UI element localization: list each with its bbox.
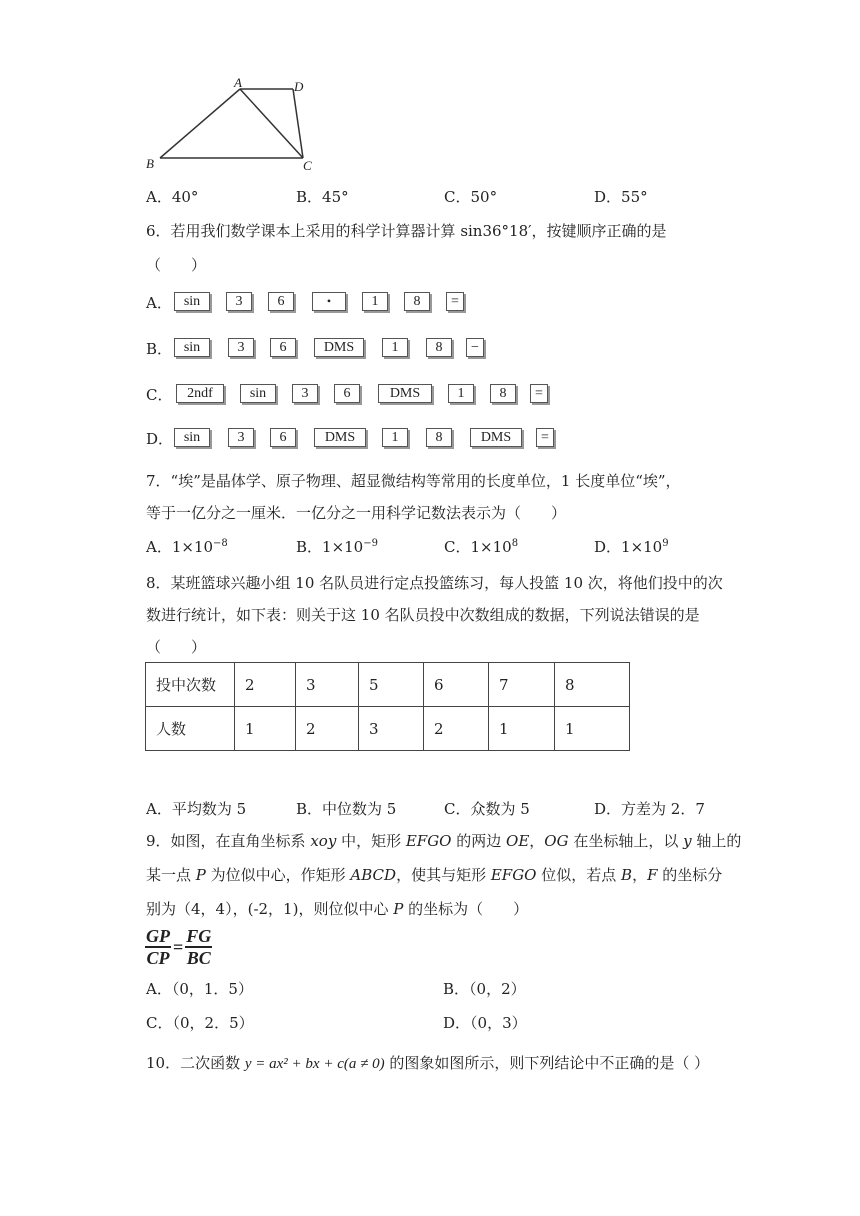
q9-text: ，	[529, 832, 545, 850]
table-cell: 5	[359, 663, 424, 707]
q7-option-d-exp: 9	[662, 538, 669, 549]
q7-option-b-exp: −9	[363, 538, 378, 549]
q10-text-pre: 10．二次函数	[146, 1054, 245, 1072]
q9-text: 轴上的	[691, 832, 742, 850]
q9-option-c: C．（0，2．5）	[146, 1014, 254, 1032]
q10-stem	[146, 1052, 709, 1073]
q8-option-a: A．平均数为 5	[146, 800, 247, 818]
q9-fraction-denominator: CP	[146, 948, 170, 968]
q9-fraction-numerator: GP	[146, 926, 170, 946]
q9-option-b: B．（0，2）	[443, 980, 526, 998]
q6-c-key-3: 3	[292, 384, 318, 403]
q6-stem-line2: （ ）	[146, 256, 207, 274]
q8-stats-table	[145, 662, 630, 751]
q9-fraction-left	[145, 926, 171, 968]
q7-option-b	[296, 536, 378, 557]
q5-option-a: A．40°	[146, 188, 199, 206]
q10-formula: y = ax² + bx + c(a ≠ 0)	[244, 1056, 385, 1072]
q9-var: OE	[506, 832, 530, 850]
q5-option-b: B．45°	[296, 188, 349, 206]
q9-text: 在坐标轴上，以	[568, 832, 684, 850]
q6-option-b-label: B．	[146, 340, 173, 358]
table-cell: 2	[424, 707, 489, 751]
table-cell: 投中次数	[146, 663, 235, 707]
q7-option-b-label: B．	[296, 538, 323, 556]
q9-var: y	[683, 832, 692, 850]
q9-text: 某一点	[146, 866, 196, 884]
table-cell: 2	[235, 663, 296, 707]
q9-fraction-denominator: BC	[186, 948, 211, 968]
q9-fraction-right	[185, 926, 212, 968]
table-row	[146, 707, 630, 751]
q7-option-d-label: D．	[594, 538, 622, 556]
table-cell: 3	[296, 663, 359, 707]
q6-d-key-dms-2: DMS	[470, 428, 522, 447]
q9-text: ，使其与矩形	[396, 866, 491, 884]
q9-text: ，	[632, 866, 648, 884]
q6-d-key-dms: DMS	[314, 428, 366, 447]
q7-option-a-base: 1×10	[171, 538, 214, 556]
q6-option-c-label: C．	[146, 386, 173, 404]
q8-option-c: C．众数为 5	[444, 800, 530, 818]
q9-var: P	[393, 900, 404, 918]
q6-b-key-3: 3	[228, 338, 254, 357]
q9-var: OG	[544, 832, 569, 850]
q6-a-key-1: 1	[362, 292, 388, 311]
q9-text: 的坐标分	[657, 866, 723, 884]
q6-option-d-label: D．	[146, 430, 174, 448]
q7-option-d	[594, 536, 669, 557]
q7-option-a-exp: −8	[213, 538, 228, 549]
q9-var: B	[621, 866, 633, 884]
q9-text: 位似，若点	[536, 866, 622, 884]
q8-stem-line3: （ ）	[146, 638, 207, 656]
table-cell: 6	[424, 663, 489, 707]
table-cell: 1	[235, 707, 296, 751]
q6-b-key-8: 8	[426, 338, 452, 357]
q6-a-key-sin: sin	[174, 292, 210, 311]
table-cell: 2	[296, 707, 359, 751]
q9-fraction-equals: =	[173, 936, 184, 957]
q7-option-c-label: C．	[444, 538, 471, 556]
q8-option-b: B．中位数为 5	[296, 800, 397, 818]
q9-text: 别为（4，4），(-2，1)，则位似中心	[146, 900, 394, 918]
q6-c-key-8: 8	[490, 384, 516, 403]
q6-c-key-2ndf: 2ndf	[176, 384, 224, 403]
q6-d-key-8: 8	[426, 428, 452, 447]
q6-b-key-dms: DMS	[314, 338, 364, 357]
q6-b-key-sin: sin	[174, 338, 210, 357]
q9-option-a: A．（0，1．5）	[146, 980, 253, 998]
q6-a-key-6: 6	[268, 292, 294, 311]
q6-c-key-6: 6	[334, 384, 360, 403]
q9-text: 中，矩形	[336, 832, 406, 850]
q5-option-d: D．55°	[594, 188, 648, 206]
table-cell: 8	[555, 663, 630, 707]
table-cell: 1	[555, 707, 630, 751]
q6-b-key-minus: −	[466, 338, 484, 357]
q7-option-a-label: A．	[146, 538, 172, 556]
table-cell: 3	[359, 707, 424, 751]
q6-d-key-equals: =	[536, 428, 554, 447]
q7-option-b-base: 1×10	[322, 538, 364, 556]
table-cell: 1	[489, 707, 555, 751]
q9-text: 的两边	[451, 832, 507, 850]
q9-fraction-numerator: FG	[186, 926, 212, 946]
q8-option-d: D．方差为 2．7	[594, 800, 705, 818]
table-cell: 7	[489, 663, 555, 707]
q5-point-c: C	[303, 158, 312, 173]
q6-c-key-1: 1	[448, 384, 474, 403]
q6-d-key-3: 3	[228, 428, 254, 447]
q8-stem-line1: 8．某班篮球兴趣小组 10 名队员进行定点投篮练习，每人投篮 10 次，将他们投中的次	[146, 574, 723, 592]
q9-text: 9．如图，在直角坐标系	[146, 832, 311, 850]
q6-a-key-3: 3	[226, 292, 252, 311]
q6-b-key-1: 1	[382, 338, 408, 357]
q6-option-a-label: A．	[146, 294, 172, 312]
q10-text-post: 的图象如图所示，则下列结论中不正确的是（ ）	[384, 1054, 710, 1072]
table-cell: 人数	[146, 707, 235, 751]
q6-c-key-dms: DMS	[378, 384, 432, 403]
q7-stem-line2: 等于一亿分之一厘米．一亿分之一用科学记数法表示为（ ）	[146, 504, 567, 522]
q7-option-c	[444, 536, 518, 557]
q7-option-a	[146, 536, 228, 557]
q9-fraction-formula	[145, 926, 212, 968]
q6-a-key-dot: •	[312, 292, 346, 311]
q6-d-key-6: 6	[270, 428, 296, 447]
q6-d-key-1: 1	[382, 428, 408, 447]
q8-stem-line2: 数进行统计，如下表：则关于这 10 名队员投中次数组成的数据，下列说法错误的是	[146, 606, 700, 624]
q6-a-key-8: 8	[404, 292, 430, 311]
q6-stem-line1: 6．若用我们数学课本上采用的科学计算器计算 sin36°18′，按键顺序正确的是	[146, 222, 667, 240]
q5-option-c: C．50°	[444, 188, 498, 206]
q6-c-key-sin: sin	[240, 384, 276, 403]
q6-c-key-equals: =	[530, 384, 548, 403]
q9-stem-line2	[146, 864, 722, 885]
q5-point-a: A	[234, 75, 242, 90]
q7-option-c-exp: 8	[511, 538, 519, 549]
q9-var: F	[647, 866, 658, 884]
q9-stem-line3	[146, 898, 528, 919]
q7-option-d-base: 1×10	[621, 538, 663, 556]
q9-var: EFGO	[405, 832, 452, 850]
q6-a-key-equals: =	[446, 292, 464, 311]
q7-option-c-base: 1×10	[470, 538, 512, 556]
q9-var: EFGO	[490, 866, 537, 884]
q9-text: 的坐标为（ ）	[403, 900, 529, 918]
q5-point-b: B	[146, 156, 154, 171]
table-row	[146, 663, 630, 707]
q9-stem-line1	[146, 830, 741, 851]
q9-option-d: D．（0，3）	[443, 1014, 527, 1032]
q6-b-key-6: 6	[270, 338, 296, 357]
q5-point-d: D	[294, 79, 304, 94]
q7-stem-line1: 7．“埃”是晶体学、原子物理、超显微结构等常用的长度单位，1 长度单位“埃”，	[146, 472, 681, 490]
q9-var: xoy	[310, 832, 337, 850]
q9-var: P	[195, 866, 206, 884]
q9-text: 为位似中心，作矩形	[205, 866, 351, 884]
q6-d-key-sin: sin	[174, 428, 210, 447]
q9-var: ABCD	[350, 866, 397, 884]
q5-trapezoid-figure	[140, 74, 340, 174]
